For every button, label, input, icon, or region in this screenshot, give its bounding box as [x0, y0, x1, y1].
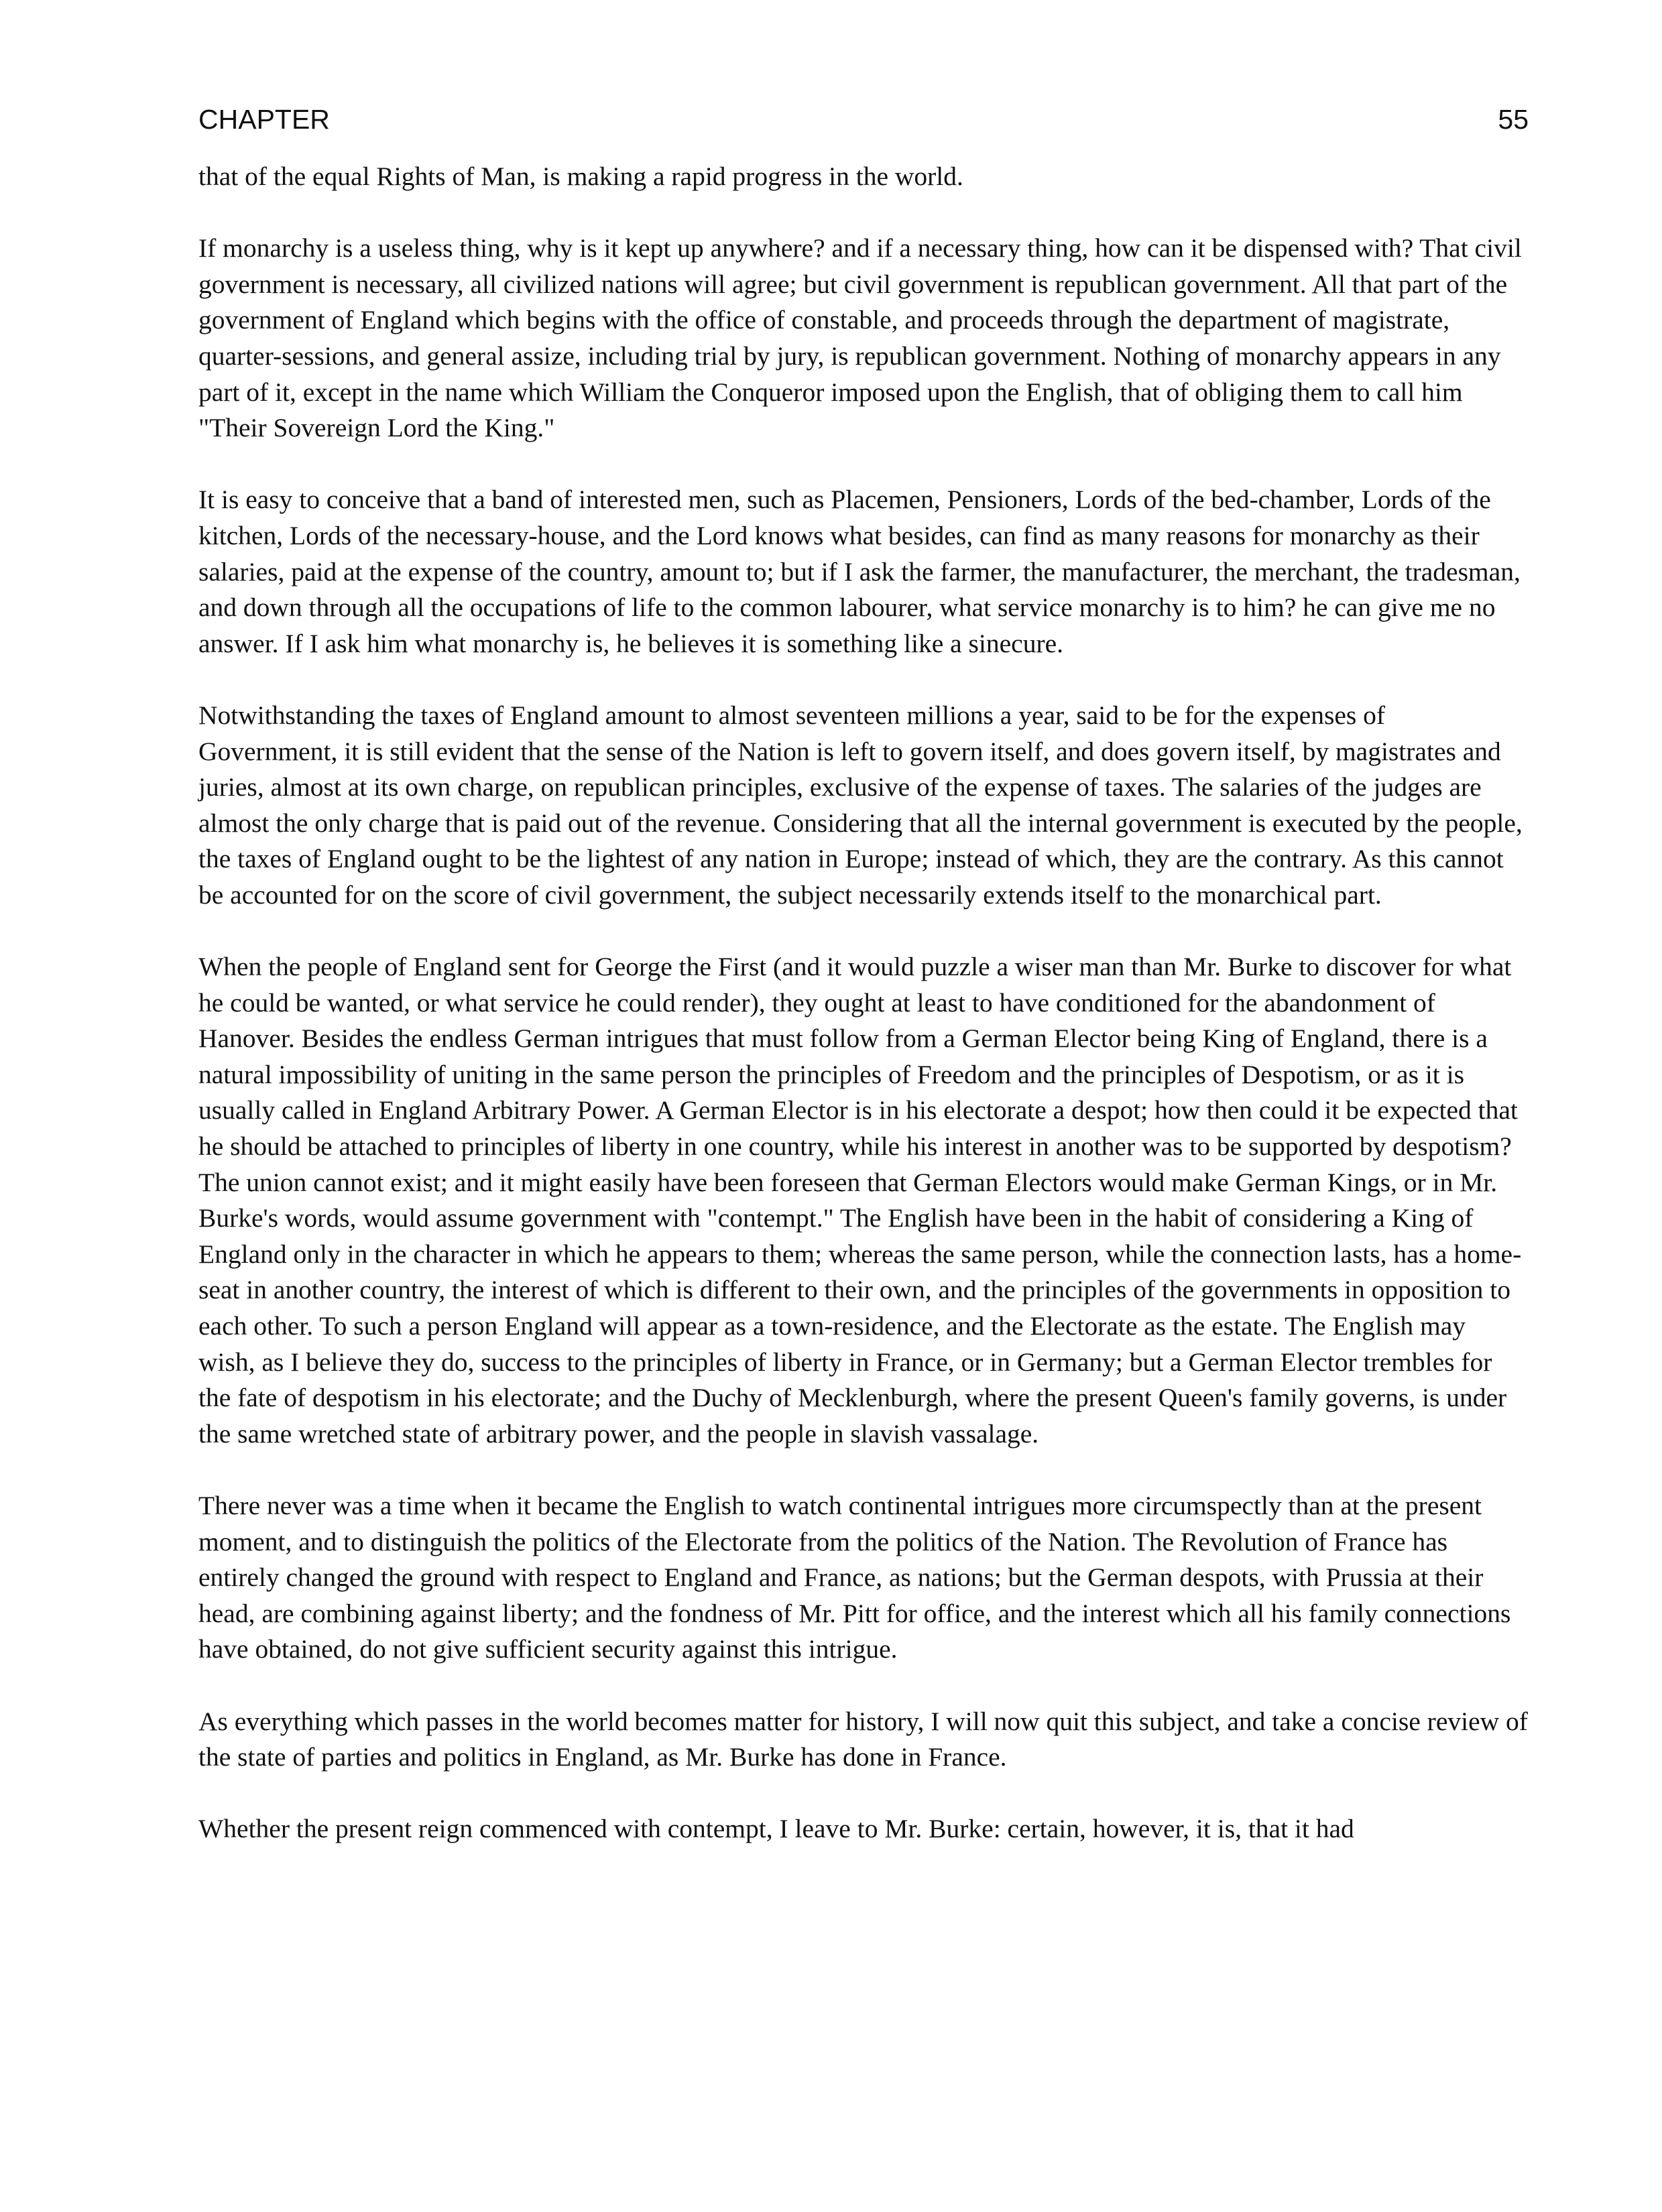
paragraph: Whether the present reign commenced with contempt, I leave to Mr. Burke: certain, however, it is, that it had — [198, 1814, 1354, 1844]
body-text — [198, 159, 1529, 1884]
chapter-heading: CHAPTER — [198, 104, 330, 135]
paragraph: If monarchy is a useless thing, why is it kept up anywhere? and if a necessary thing, how can it be dispensed with? That civil government is necessary, all civilized nations will agree; but civil government is republican government. All that part of the government of England which begins with the office of constable, and proceeds through the department of magistrate, quarter-sessions, and general assize, including trial by jury, is republican government. Nothing of monarchy appears in any part of it, except in the name which William the Conqueror imposed upon the English, that of obliging them to call him "Their Sovereign Lord the King." — [198, 233, 1522, 443]
paragraph: As everything which passes in the world becomes matter for history, I will now quit this subject, and take a concise review of the state of parties and politics in England, as Mr. Burke has done in France. — [198, 1706, 1528, 1772]
paragraph: Notwithstanding the taxes of England amount to almost seventeen millions a year, said to be for the expenses of Government, it is still evident that the sense of the Nation is left to govern itself, and does govern itself, by magistrates and juries, almost at its own charge, on republican principles, exclusive of the expense of taxes. The salaries of the judges are almost the only charge that is paid out of the revenue. Considering that all the internal government is executed by the people, the taxes of England ought to be the lightest of any nation in Europe; instead of which, they are the contrary. As this cannot be accounted for on the score of civil government, the subject necessarily extends itself to the monarchical part. — [198, 700, 1523, 910]
running-header — [198, 101, 1529, 138]
paragraph: When the people of England sent for George the First (and it would puzzle a wiser man than Mr. Burke to discover for what he could be wanted, or what service he could render), they ought at least to have conditioned for the abandonment of Hanover. Besides the endless German intrigues that must follow from a German Elector being King of England, there is a natural impossibility of uniting in the same person the principles of Freedom and the principles of Despotism, or as it is usually called in England Arbitrary Power. A German Elector is in his electorate a despot; how then could it be expected that he should be attached to principles of liberty in one country, while his interest in another was to be supported by despotism? The union cannot exist; and it might easily have been foreseen that German Electors would make German Kings, or in Mr. Burke's words, would assume government with "contempt." The English have been in the habit of considering a King of England only in the character in which he appears to them; whereas the same person, while the connection lasts, has a home-seat in another country, the interest of which is different to their own, and the principles of the governments in opposition to each other. To such a person England will appear as a town-residence, and the Electorate as the estate. The English may wish, as I believe they do, success to the principles of liberty in France, or in Germany; but a German Elector trembles for the fate of despotism in his electorate; and the Duchy of Mecklenburgh, where the present Queen's family governs, is under the same wretched state of arbitrary power, and the people in slavish vassalage. — [198, 952, 1522, 1449]
page-number: 55 — [1498, 104, 1529, 135]
paragraph: There never was a time when it became the English to watch continental intrigues more circumspectly than at the present moment, and to distinguish the politics of the Electorate from the politics of the Nation. The Revolution of France has entirely changed the ground with respect to England and France, as nations; but the German despots, with Prussia at their head, are combining against liberty; and the fondness of Mr. Pitt for office, and the interest which all his family connections have obtained, do not give sufficient security against this intrigue. — [198, 1490, 1511, 1664]
paragraph: that of the equal Rights of Man, is making a rapid progress in the world. — [198, 162, 963, 191]
paragraph: It is easy to conceive that a band of interested men, such as Placemen, Pensioners, Lords of the bed-chamber, Lords of the kitchen, Lords of the necessary-house, and the Lord knows what besides, can find as many reasons for monarchy as their salaries, paid at the expense of the country, amount to; but if I ask the farmer, the manufacturer, the merchant, the tradesman, and down through all the occupations of life to the common labourer, what service monarchy is to him? he can give me no answer. If I ask him what monarchy is, he believes it is something like a sinecure. — [198, 485, 1521, 658]
